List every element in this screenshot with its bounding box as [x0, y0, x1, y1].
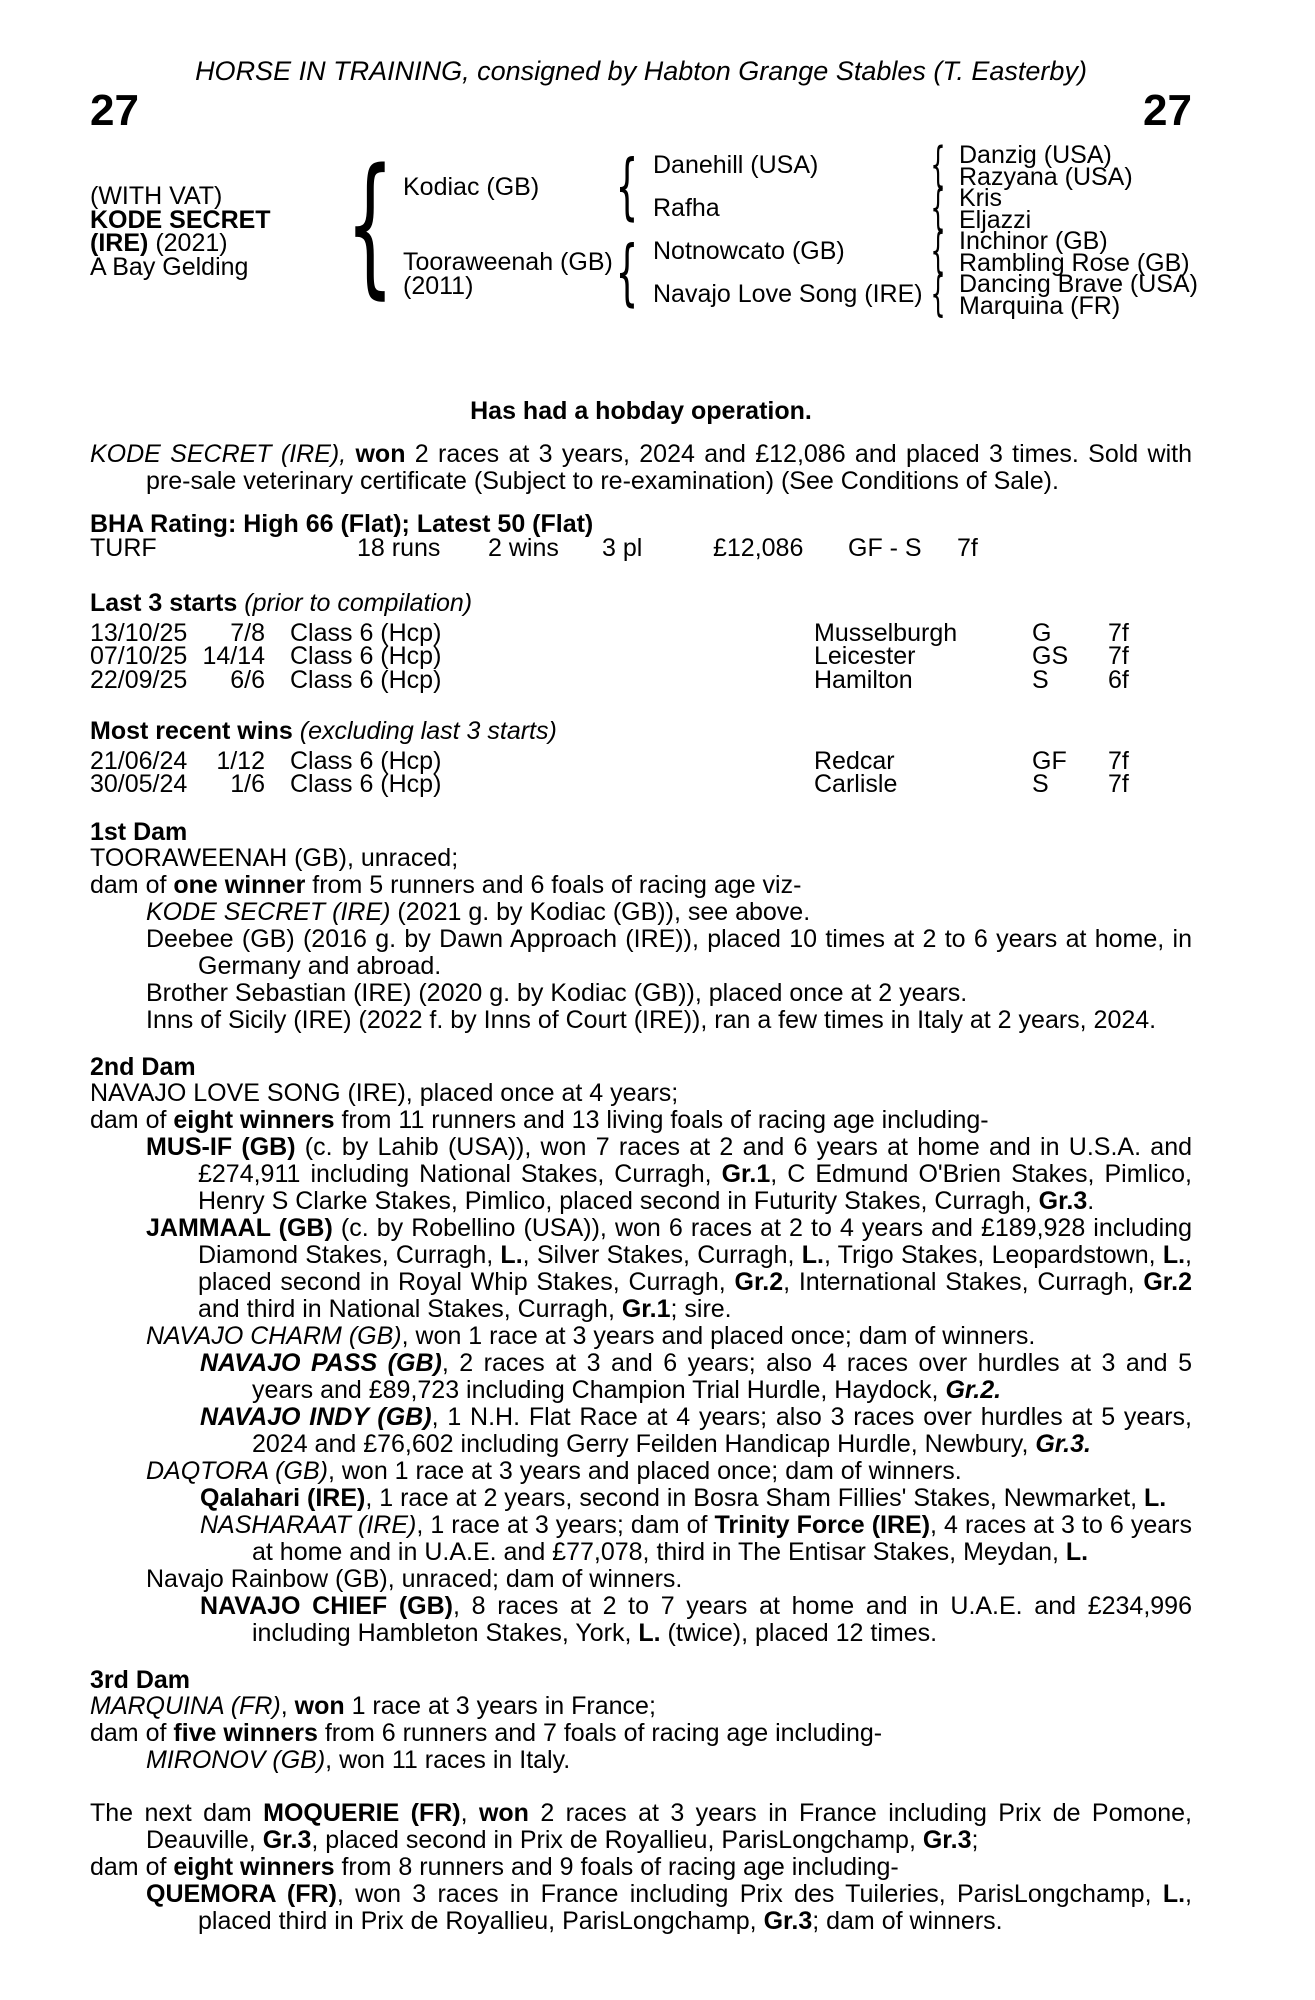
pedigree-paragraph — [90, 1107, 1192, 1134]
text-run: (2021 g. by Kodiac (GB)), see above. — [390, 897, 811, 926]
text-run: Gr.1 — [721, 1159, 771, 1188]
race-course: Carlisle — [814, 770, 898, 798]
pedigree-chart — [90, 136, 1198, 342]
lot-number-right: 27 — [1143, 86, 1192, 135]
dam-section — [90, 1054, 1192, 1647]
race-row — [90, 770, 1192, 798]
text-run: NAVAJO INDY (GB) — [200, 1402, 432, 1431]
last-starts-table — [90, 618, 1192, 694]
text-run: dam of — [90, 1718, 174, 1747]
text-run: , placed third in Prix de Royallieu, ParisLongchamp, — [198, 1879, 1192, 1935]
pedigree-brace-icon: { — [930, 266, 946, 322]
last-starts-note: (prior to compilation) — [237, 589, 473, 617]
text-run: (twice), placed 12 times. — [660, 1618, 938, 1647]
page-title: HORSE IN TRAINING, consigned by Habton Grange Stables (T. Easterby) — [195, 56, 1087, 86]
pedigree-paragraph — [146, 1881, 1192, 1935]
text-run: (c. by Lahib (USA)), won 7 races at 2 and 6 years at home and in U.S.A. and £274,911 including National Stakes, Curragh, — [198, 1132, 1192, 1188]
text-run: , 8 races at 2 to 7 years at home and in U.A.E. and £234,996 including Hambleton Stakes, York, — [252, 1591, 1192, 1647]
race-row — [90, 642, 1192, 670]
race-distance: 7f — [1108, 770, 1129, 798]
text-run: , Silver Stakes, Curragh, — [522, 1240, 802, 1269]
dam-name: Tooraweenah (GB) — [403, 248, 613, 276]
text-run: L. — [500, 1240, 523, 1269]
text-run: Gr.2. — [945, 1375, 1002, 1404]
pedigree-paragraph — [146, 980, 1192, 1007]
pedigree-paragraph — [146, 1134, 1192, 1215]
places-count: 3 pl — [602, 533, 643, 562]
text-run: L. — [1144, 1483, 1167, 1512]
text-run: Gr.3. — [1035, 1429, 1091, 1458]
text-run: , International Stakes, Curragh, — [783, 1267, 1144, 1296]
race-course: Redcar — [814, 746, 895, 775]
pedigree-paragraph — [146, 1215, 1192, 1323]
text-run: , won 3 races in France including Prix des Tuileries, ParisLongchamp, — [336, 1879, 1163, 1908]
gen4-ancestor: Kris — [959, 184, 1003, 212]
surface-label: TURF — [90, 533, 157, 562]
gen4-ancestor: Inchinor (GB) — [959, 227, 1108, 255]
text-run: , — [460, 1798, 479, 1827]
race-date: 13/10/25 — [90, 618, 188, 647]
page-content — [90, 0, 1198, 1935]
text-run: Gr.2 — [1143, 1267, 1192, 1296]
race-date: 21/06/24 — [90, 746, 188, 775]
gen3-ancestor: Notnowcato (GB) — [653, 237, 845, 265]
race-date: 22/09/25 — [90, 665, 188, 694]
text-run: The next dam — [90, 1798, 264, 1827]
sire-name: Kodiac (GB) — [403, 173, 540, 201]
text-run: Gr.3 — [922, 1825, 972, 1854]
race-going: GF — [1032, 746, 1067, 775]
text-run: L. — [1065, 1537, 1089, 1566]
dam-year: (2011) — [403, 271, 474, 300]
race-going: S — [1032, 665, 1049, 694]
race-position: 1/12 — [216, 746, 265, 775]
text-run: , won 1 race at 3 years and placed once; dam of winners. — [327, 1456, 962, 1485]
text-run: Gr.3 — [763, 1906, 813, 1935]
text-run: Gr.1 — [621, 1294, 671, 1323]
text-run: 2 races at 3 years, 2024 and £12,086 and placed 3 times. Sold with pre-sale veterinary certificate (Subject to re-examination) (See Conditions of Sale). — [146, 440, 1192, 495]
text-run: dam of — [90, 1852, 174, 1881]
race-date: 30/05/24 — [90, 770, 188, 798]
text-run: eight winners — [173, 1852, 335, 1881]
pedigree-paragraph — [200, 1404, 1192, 1458]
dam-section — [90, 1800, 1192, 1935]
race-position: 14/14 — [202, 642, 265, 670]
gen4-ancestor: Marquina (FR) — [959, 291, 1121, 320]
text-run: won — [355, 440, 406, 468]
bha-rating-heading: BHA Rating: High 66 (Flat); Latest 50 (Flat) — [90, 510, 594, 538]
race-distance: 6f — [1108, 665, 1129, 694]
last-starts-title: Last 3 starts — [90, 589, 238, 617]
pedigree-paragraph — [90, 1720, 1192, 1747]
text-run: NASHARAAT (IRE) — [200, 1510, 417, 1539]
text-run: NAVAJO PASS (GB) — [200, 1348, 442, 1377]
text-run: , won 11 races in Italy. — [325, 1745, 571, 1774]
recent-wins-title: Most recent wins — [90, 717, 293, 745]
horse-description: A Bay Gelding — [90, 252, 249, 281]
pedigree-brace-icon: { — [345, 136, 395, 313]
text-run: JAMMAAL (GB) — [146, 1213, 333, 1242]
pedigree-paragraph — [90, 441, 1192, 495]
runs-count: 18 runs — [357, 533, 441, 562]
gen3-ancestor: Rafha — [653, 194, 720, 222]
recent-wins-table — [90, 746, 1192, 798]
race-going: G — [1032, 618, 1052, 647]
pedigree-paragraph — [146, 1458, 1192, 1485]
text-run: KODE SECRET (IRE) — [146, 897, 391, 926]
horse-name: KODE SECRET — [90, 205, 271, 234]
race-distance: 7f — [1108, 618, 1129, 647]
text-run: MOQUERIE (FR) — [263, 1798, 461, 1827]
lot-number-row — [90, 88, 1192, 134]
horse-suffix-year — [90, 229, 228, 257]
text-run: Deebee (GB) (2016 g. by Dawn Approach (IRE)), placed 10 times at 2 to 6 years at home, in Germany and abroad. — [146, 924, 1192, 980]
text-run: , 1 race at 2 years, second in Bosra Sham Fillies' Stakes, Newmarket, — [365, 1483, 1145, 1512]
going-range: GF - S — [848, 533, 922, 562]
pedigree-brace-icon: { — [615, 230, 639, 314]
race-course: Leicester — [814, 642, 916, 670]
text-run: . — [1087, 1186, 1095, 1215]
gen4-ancestor: Danzig (USA) — [959, 141, 1112, 169]
text-run: Brother Sebastian (IRE) (2020 g. by Kodiac (GB)), placed once at 2 years. — [146, 978, 968, 1007]
pedigree-paragraph — [146, 1323, 1192, 1350]
text-run: , 1 race at 3 years; dam of — [416, 1510, 715, 1539]
race-course: Musselburgh — [814, 618, 958, 647]
gen4-ancestor: Rambling Rose (GB) — [959, 248, 1190, 277]
pedigree-paragraph — [146, 1566, 1192, 1593]
pedigree-paragraph — [146, 1007, 1192, 1034]
horse-year: (2021) — [155, 229, 228, 257]
text-run: , 1 N.H. Flat Race at 4 years; also 3 races over hurdles at 5 years, 2024 and £76,602 including Gerry Feilden Handicap Hurdle, Newbury, — [252, 1402, 1193, 1458]
text-run: L. — [801, 1240, 824, 1269]
text-run: , 2 races at 3 and 6 years; also 4 races over hurdles at 3 and 5 years and £89,723 including Champion Trial Hurdle, Haydock, — [252, 1348, 1192, 1404]
pedigree-paragraph — [90, 1854, 1192, 1881]
recent-wins-note: (excluding last 3 starts) — [292, 717, 557, 745]
race-distance: 7f — [1108, 642, 1129, 670]
text-run: L. — [1162, 1240, 1186, 1269]
pedigree-paragraph — [146, 926, 1192, 980]
text-run: from 6 runners and 7 foals of racing age including- — [317, 1718, 883, 1747]
text-run: won — [294, 1691, 345, 1720]
distance: 7f — [957, 533, 978, 562]
race-class: Class 6 (Hcp) — [290, 642, 442, 670]
gen3-ancestor: Danehill (USA) — [653, 151, 819, 179]
race-class: Class 6 (Hcp) — [290, 665, 442, 694]
pedigree-paragraph — [90, 845, 1192, 872]
text-run: Gr.3 — [1038, 1186, 1088, 1215]
text-run: 2 races at 3 years in France including Prix de Pomone, Deauville, — [146, 1798, 1192, 1854]
text-run: ; dam of winners. — [812, 1906, 1003, 1935]
pedigree-paragraph — [200, 1593, 1192, 1647]
pedigree-paragraph — [146, 899, 1192, 926]
race-going: GS — [1032, 642, 1069, 670]
text-run: Gr.3 — [262, 1825, 312, 1854]
dam-section — [90, 819, 1192, 1034]
prize-money: £12,086 — [713, 533, 804, 562]
text-run: Gr.2 — [734, 1267, 784, 1296]
text-run: MIRONOV (GB) — [146, 1745, 326, 1774]
lot-number-left: 27 — [90, 86, 139, 135]
last-starts-heading — [90, 589, 1192, 617]
race-position: 6/6 — [230, 665, 265, 694]
dam-heading: 3rd Dam — [90, 1665, 191, 1694]
race-distance: 7f — [1108, 746, 1129, 775]
text-run: MARQUINA (FR) — [90, 1691, 281, 1720]
race-class: Class 6 (Hcp) — [290, 618, 442, 647]
race-class: Class 6 (Hcp) — [290, 770, 442, 798]
text-run: from 8 runners and 9 foals of racing age including- — [334, 1852, 899, 1881]
horse-suffix: (IRE) — [90, 229, 149, 257]
text-run: ; sire. — [670, 1294, 732, 1323]
text-run: one winner — [173, 870, 306, 899]
text-run: Qalahari (IRE) — [200, 1483, 366, 1512]
pedigree-paragraph — [146, 1747, 1192, 1774]
turf-stats-row — [90, 533, 1192, 562]
text-run: from 5 runners and 6 foals of racing age viz- — [305, 870, 802, 899]
pedigree-brace-icon: { — [930, 180, 946, 236]
text-run: five winners — [173, 1718, 318, 1747]
text-run: NAVAJO CHIEF (GB) — [200, 1591, 453, 1620]
pedigree-paragraph — [200, 1350, 1192, 1404]
text-run: Navajo Rainbow (GB), unraced; dam of winners. — [146, 1564, 683, 1593]
text-run: dam of — [90, 1105, 174, 1134]
gen4-ancestor: Dancing Brave (USA) — [959, 270, 1198, 298]
text-run: ; — [971, 1825, 979, 1854]
pedigree-brace-icon: { — [930, 223, 946, 279]
veterinary-notice: Has had a hobday operation. — [470, 397, 812, 425]
text-run: NAVAJO LOVE SONG (IRE), placed once at 4 years; — [90, 1078, 679, 1107]
text-run: L. — [638, 1618, 661, 1647]
race-course: Hamilton — [814, 665, 913, 694]
text-run: , Trigo Stakes, Leopardstown, — [823, 1240, 1163, 1269]
text-run: Inns of Sicily (IRE) (2022 f. by Inns of Court (IRE)), ran a few times in Italy at 2 years, 2024. — [146, 1005, 1157, 1034]
pedigree-paragraph — [90, 1800, 1192, 1854]
text-run: KODE SECRET (IRE), — [90, 440, 356, 468]
gen4-ancestor: Eljazzi — [959, 205, 1032, 234]
gen4-ancestor: Razyana (USA) — [959, 162, 1133, 191]
text-run: L. — [1162, 1879, 1186, 1908]
dam-heading: 2nd Dam — [90, 1052, 196, 1081]
race-date: 07/10/25 — [90, 642, 188, 670]
race-going: S — [1032, 770, 1049, 798]
text-run: 1 race at 3 years in France; — [344, 1691, 656, 1720]
text-run: NAVAJO CHARM (GB) — [146, 1321, 402, 1350]
race-row — [90, 665, 1192, 694]
text-run: from 11 runners and 13 living foals of racing age including- — [334, 1105, 989, 1134]
gen3-ancestor: Navajo Love Song (IRE) — [653, 280, 923, 308]
text-run: QUEMORA (FR) — [146, 1879, 337, 1908]
race-class: Class 6 (Hcp) — [290, 746, 442, 775]
race-record-summary — [90, 441, 1192, 495]
dam-heading: 1st Dam — [90, 817, 188, 846]
text-run: , — [280, 1691, 295, 1720]
pedigree-paragraph — [200, 1485, 1192, 1512]
pedigree-brace-icon: { — [930, 137, 946, 193]
pedigree-paragraph — [90, 1080, 1192, 1107]
pedigree-paragraph — [90, 1693, 1192, 1720]
text-run: , placed second in Prix de Royallieu, ParisLongchamp, — [311, 1825, 923, 1854]
text-run: , placed second in Royal Whip Stakes, Curragh, — [198, 1240, 1192, 1296]
text-run: TOORAWEENAH (GB), unraced; — [90, 843, 459, 872]
text-run: , won 1 race at 3 years and placed once; dam of winners. — [401, 1321, 1036, 1350]
text-run: , C Edmund O'Brien Stakes, Pimlico, Henry S Clarke Stakes, Pimlico, placed second in Futurity Stakes, Curragh, — [198, 1159, 1192, 1215]
pedigree-paragraph — [200, 1512, 1192, 1566]
text-run: (c. by Robellino (USA)), won 6 races at 2 to 4 years and £189,928 including Diamond Stakes, Curragh, — [198, 1213, 1192, 1269]
recent-wins-heading — [90, 717, 1192, 745]
race-position: 7/8 — [230, 618, 265, 647]
dam-sections — [90, 819, 1192, 1935]
pedigree-brace-icon: { — [615, 144, 639, 228]
text-run: dam of — [90, 870, 174, 899]
text-run: and third in National Stakes, Curragh, — [198, 1294, 622, 1323]
text-run: DAQTORA (GB) — [146, 1456, 328, 1485]
text-run: MUS-IF (GB) — [146, 1132, 296, 1161]
vat-note: (WITH VAT) — [90, 182, 223, 210]
dam-section — [90, 1667, 1192, 1774]
text-run: eight winners — [173, 1105, 335, 1134]
text-run: , 4 races at 3 to 6 years at home and in U.A.E. and £77,078, third in The Entisar Stakes, Meydan, — [252, 1510, 1192, 1566]
wins-count: 2 wins — [488, 533, 559, 562]
race-position: 1/6 — [230, 770, 265, 798]
pedigree-paragraph — [90, 872, 1192, 899]
text-run: Trinity Force (IRE) — [714, 1510, 931, 1539]
text-run: won — [478, 1798, 529, 1827]
